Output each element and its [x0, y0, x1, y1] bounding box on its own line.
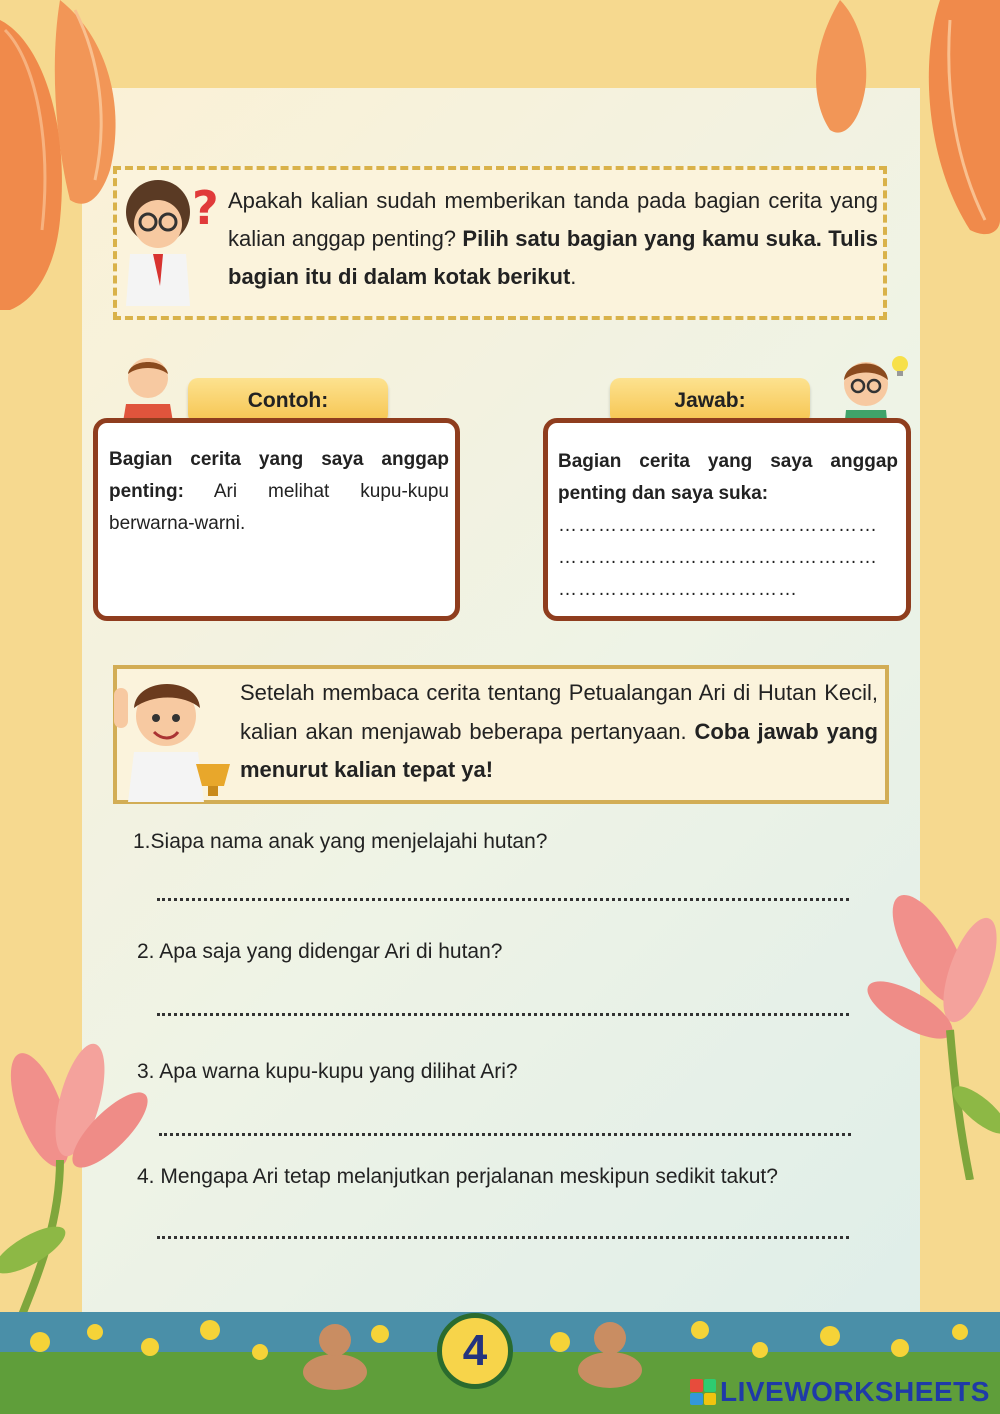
page-number-badge: [437, 1313, 513, 1389]
question-4: 4. Mengapa Ari tetap melanjutkan perjalanan meskipun sedikit takut?: [137, 1165, 778, 1188]
page-number: 4: [462, 1326, 488, 1375]
example-bold: Bagian cerita yang saya anggap penting:: [109, 449, 449, 502]
svg-text:?: ?: [192, 181, 219, 235]
answer-line-2[interactable]: [157, 1012, 849, 1016]
question-1: 1.Siapa nama anak yang menjelajahi hutan?: [133, 830, 548, 853]
liveworksheets-mark-icon: [690, 1379, 716, 1405]
answer-text: [558, 446, 898, 606]
trophy-boy-icon: [108, 668, 238, 802]
answer-bold: Bagian cerita yang saya anggap penting dan saya suka:: [558, 451, 898, 504]
answer-line-1[interactable]: [157, 897, 849, 901]
answer-tab-label: Jawab:: [674, 389, 746, 412]
liveworksheets-label: LIVEWORKSHEETS: [720, 1376, 990, 1407]
liveworksheets-logo[interactable]: [690, 1372, 990, 1412]
question-3: 3. Apa warna kupu-kupu yang dilihat Ari?: [137, 1060, 518, 1083]
intro-text: Apakah kalian sudah memberikan tanda pada bagian cerita yang kalian anggap penting? Pilih satu bagian yang kamu suka. Tulis bagian itu di dalam kotak berikut.: [228, 188, 878, 289]
example-tab-label: Contoh:: [247, 389, 329, 412]
answer-line-3[interactable]: [159, 1132, 851, 1136]
answer-line-4[interactable]: [157, 1235, 849, 1239]
flower-right-decoration: [860, 880, 1000, 1180]
question-2: 2. Apa saja yang didengar Ari di hutan?: [137, 940, 503, 963]
intro-bold-text: Pilih satu bagian yang kamu suka. Tulis bagian itu di dalam kotak berikut: [228, 226, 878, 289]
instruction-bold: Coba jawab yang menurut kalian tepat ya!: [240, 718, 878, 782]
answer-dots-line-3[interactable]: ………………………………: [558, 579, 798, 600]
answer-dots-line-1[interactable]: …………………………………………: [558, 515, 878, 536]
instruction-text: Setelah membaca cerita tentang Petualangan Ari di Hutan Kecil, kalian akan menjawab beberapa pertanyaan. Coba jawab yang menurut kalian tepat ya!: [240, 680, 878, 782]
example-text: Bagian cerita yang saya anggap penting: Ari melihat kupu-kupu berwarna-warni.: [109, 449, 449, 534]
thinking-boy-icon: [108, 176, 228, 312]
answer-dots-line-2[interactable]: …………………………………………: [558, 547, 878, 568]
